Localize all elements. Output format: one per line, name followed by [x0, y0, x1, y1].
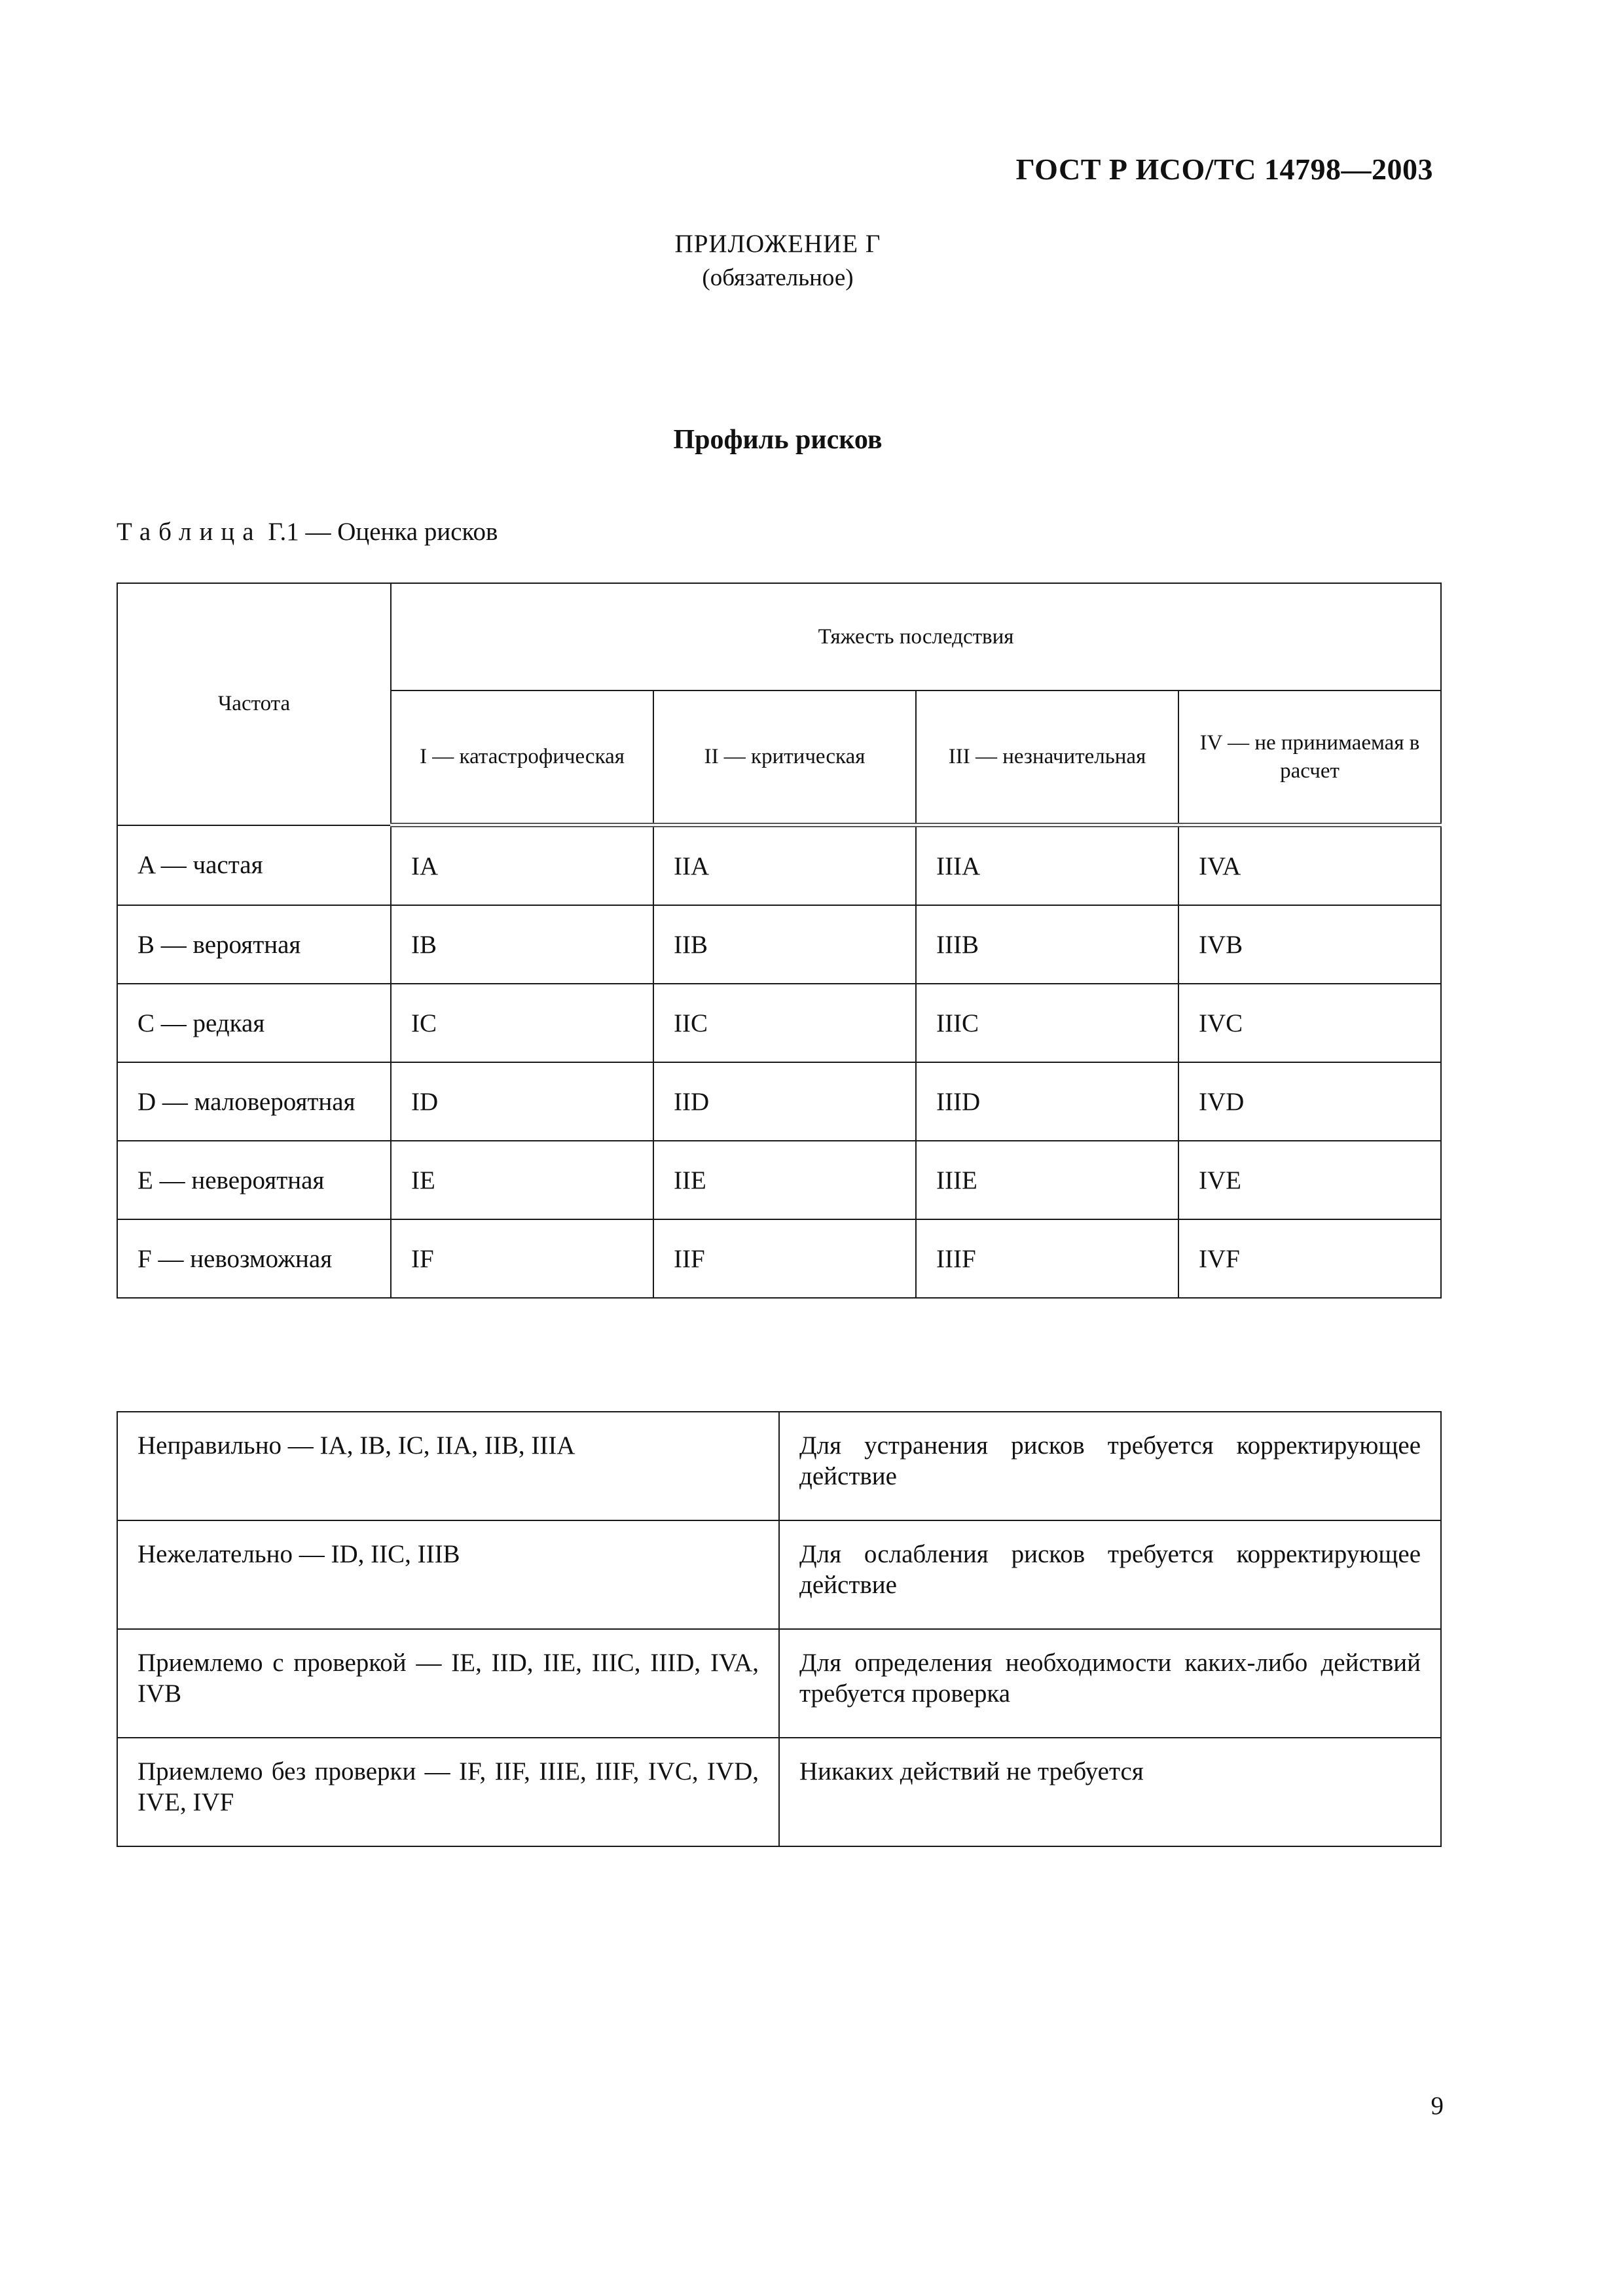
risk-cell: IVC: [1178, 984, 1441, 1062]
table-row: [117, 905, 1441, 984]
frequency-cell: B — вероятная: [117, 905, 391, 984]
table-caption: [117, 517, 498, 547]
document-code: ГОСТ Р ИСО/ТС 14798—2003: [1015, 152, 1433, 186]
risk-cell: IVF: [1178, 1219, 1441, 1298]
severity-column-header: I — катастрофическая: [391, 691, 653, 825]
frequency-cell: D — маловероятная: [117, 1062, 391, 1141]
table-row: [117, 1141, 1441, 1219]
severity-column-header: II — критическая: [653, 691, 916, 825]
risk-cell: IIIF: [916, 1219, 1178, 1298]
risk-cell: ID: [391, 1062, 653, 1141]
severity-column-header: IV — не принимаемая в расчет: [1178, 691, 1441, 825]
risk-category-cell: Приемлемо без проверки — IF, IIF, IIIE, IIIF, IVC, IVD, IVE, IVF: [117, 1738, 779, 1846]
frequency-header: Частота: [117, 583, 391, 825]
risk-cell: IVE: [1178, 1141, 1441, 1219]
table-row: [117, 825, 1441, 906]
risk-cell: IIIE: [916, 1141, 1178, 1219]
risk-assessment-table: [117, 583, 1442, 1299]
risk-cell: IIC: [653, 984, 916, 1062]
risk-cell: IA: [391, 825, 653, 906]
risk-cell: IF: [391, 1219, 653, 1298]
frequency-cell: E — невероятная: [117, 1141, 391, 1219]
risk-category-cell: Приемлемо с проверкой — IE, IID, IIE, IIIC, IIID, IVA, IVB: [117, 1629, 779, 1738]
appendix-title: ПРИЛОЖЕНИЕ Г: [674, 230, 881, 258]
risk-cell: IVD: [1178, 1062, 1441, 1141]
table-row: [117, 1062, 1441, 1141]
risk-cell: IE: [391, 1141, 653, 1219]
risk-cell: IB: [391, 905, 653, 984]
table-caption-word: Таблица: [117, 518, 262, 546]
risk-cell: IIE: [653, 1141, 916, 1219]
table-row: [117, 1629, 1441, 1738]
table-row: [117, 1738, 1441, 1846]
risk-cell: IC: [391, 984, 653, 1062]
risk-category-cell: Нежелательно — ID, IIC, IIIB: [117, 1520, 779, 1629]
risk-cell: IIIC: [916, 984, 1178, 1062]
table-row: [117, 984, 1441, 1062]
required-action-cell: Для определения необходимости каких-либо действий требуется проверка: [779, 1629, 1441, 1738]
table-header-row: [117, 583, 1441, 691]
table-row: [117, 1520, 1441, 1629]
risk-cell: IIF: [653, 1219, 916, 1298]
severity-column-header: III — незначительная: [916, 691, 1178, 825]
required-action-cell: Для устранения рисков требуется корректирующее действие: [779, 1412, 1441, 1520]
frequency-cell: A — частая: [117, 825, 391, 906]
severity-header: Тяжесть последствия: [391, 583, 1441, 691]
risk-cell: IVA: [1178, 825, 1441, 906]
required-action-cell: Для ослабления рисков требуется корректирующее действие: [779, 1520, 1441, 1629]
risk-category-cell: Неправильно — IA, IB, IC, IIA, IIB, IIIA: [117, 1412, 779, 1520]
required-action-cell: Никаких действий не требуется: [779, 1738, 1441, 1846]
page-number: 9: [1431, 2092, 1444, 2120]
risk-cell: IIIB: [916, 905, 1178, 984]
risk-cell: IIA: [653, 825, 916, 906]
table-caption-text: Г.1 — Оценка рисков: [261, 518, 498, 546]
risk-cell: IID: [653, 1062, 916, 1141]
risk-cell: IIIA: [916, 825, 1178, 906]
frequency-cell: F — невозможная: [117, 1219, 391, 1298]
table-row: [117, 1412, 1441, 1520]
risk-cell: IIID: [916, 1062, 1178, 1141]
risk-cell: IIB: [653, 905, 916, 984]
section-title: Профиль рисков: [673, 425, 883, 455]
risk-action-table: [117, 1411, 1442, 1847]
frequency-cell: C — редкая: [117, 984, 391, 1062]
table-row: [117, 1219, 1441, 1298]
risk-cell: IVB: [1178, 905, 1441, 984]
appendix-subtitle: (обязательное): [702, 264, 854, 291]
